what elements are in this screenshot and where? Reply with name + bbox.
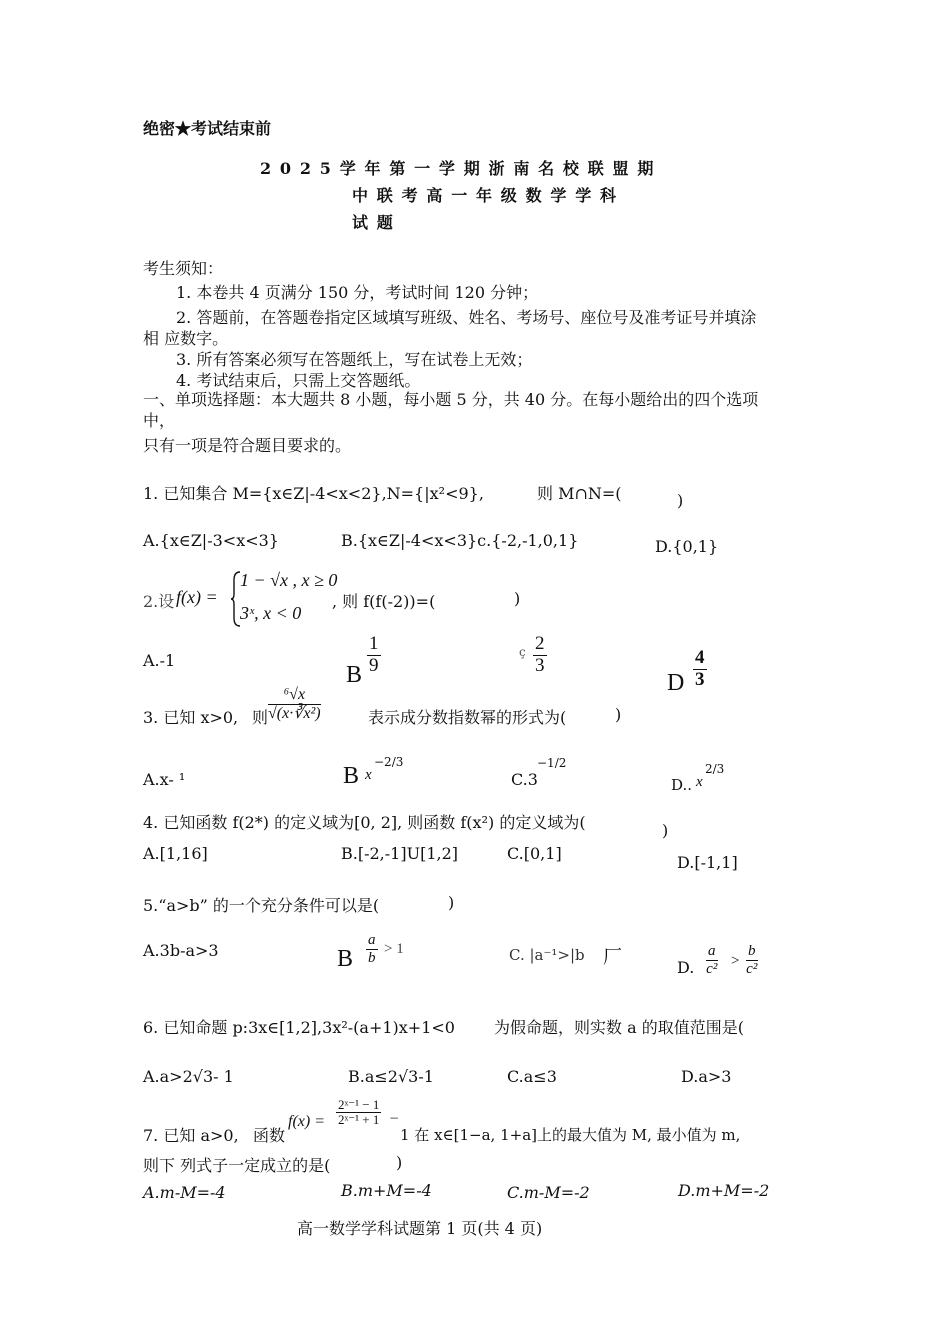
q6-rest: 为假命题，则实数 a 的取值范围是( [494,1018,744,1037]
q7-function-word: 函数 [253,1126,286,1145]
q5-option-a: A.3b-a>3 [143,941,219,960]
q1-stem: 1. 已知集合 M={x∈Z|-4<x<2},N={|x²<9}, [143,484,484,503]
q2-option-c-mark: ç [519,645,526,659]
q7-minus-sign: − [389,1111,400,1125]
page-footer: 高一数学学科试题第 1 页(共 4 页) [297,1219,543,1238]
q5-option-d-left-fraction: $\frac{a}{\text{c²}}$ [706,943,718,977]
section1-instruction-1: 一、单项选择题：本大题共 8 小题，每小题 5 分，共 40 分。在每小题给出的四个选项 [143,390,759,409]
q7-tail: 1 在 x∈[1−a, 1+a]上的最大值为 M, 最小值为 m, [400,1126,741,1144]
q3-rest: 表示成分数指数幂的形式为( [368,708,567,727]
q7-option-c: C.m-M=-2 [507,1183,590,1202]
section1-instruction-3: 只有一项是符合题目要求的。 [143,436,352,455]
q1-close: ) [677,491,684,510]
exam-title-line1: 2025学年第一学期浙南名校联盟期 [260,159,663,178]
q5-close: ) [448,893,455,912]
q6-option-a: A.a>2√3- 1 [143,1067,234,1086]
q3-option-d-exponent: 2/3 [705,762,725,776]
q1-option-bc: B.{x∈Z|-4<x<3}c.{-2,-1,0,1} [341,531,579,550]
q3-then: 则 [252,708,269,727]
q4-option-a: A.[1,16] [143,844,208,863]
notice-item-1: 1. 本卷共 4 页满分 150 分，考试时间 120 分钟； [176,283,539,302]
q3-option-c: C.3 [511,770,538,789]
q7-stem: 7. 已知 a>0, [143,1126,239,1145]
notice-item-3: 3. 所有答案必须写在答题纸上，写在试卷上无效； [176,350,533,369]
q1-ask: 则 M∩N=( [537,484,622,503]
q6-stem: 6. 已知命题 p:3x∈[1,2],3x²-(a+1)x+1<0 [143,1018,455,1037]
q5-option-b-letter: B [337,946,354,972]
q2-case-1: 1 − √x , x ≥ 0 [240,570,338,590]
q7-option-d: D.m+M=-2 [678,1181,770,1200]
q5-option-d-right-fraction: $\frac{b}{\text{c²}}$ [746,943,758,977]
q7-option-a: A.m-M=-4 [143,1183,226,1202]
q2-prefix: 2.设 [143,592,175,611]
q5-option-d-operator: > [731,953,740,969]
q6-option-b: B.a≤2√3-1 [348,1067,434,1086]
q2-fx: f(x) = [176,587,218,607]
q2-option-a: A.-1 [143,651,176,670]
q4-option-d: D.[-1,1] [677,853,738,872]
q4-option-c: C.[0,1] [507,844,562,863]
q1-option-a: A.{x∈Z|-3<x<3} [143,531,279,550]
q2-option-b-fraction: $\frac{1}{9}$ [369,633,379,676]
q2-close: ) [514,589,521,608]
q3-option-b-letter: B [343,763,360,789]
q4-stem: 4. 已知函数 f(2*) 的定义域为[0, 2], 则函数 f(x²) 的定义域为( [143,813,586,832]
q2-option-b-letter: B [346,662,363,688]
q3-option-b-exponent: −2/3 [374,755,404,769]
q2-option-d-fraction: $\frac{4}{3}$ [695,647,705,690]
confidential-mark: 绝密★考试结束前 [143,119,272,138]
q3-close: ) [615,705,622,724]
q7-line2: 则下 列式子一定成立的是( [143,1156,331,1175]
q3-option-a: A.x- ¹ [143,770,186,789]
q5-option-b-rest: > 1 [384,941,404,957]
q2-option-c-fraction: $\frac{2}{3}$ [535,633,545,676]
q5-option-c: C. |a⁻¹>|b [509,946,585,964]
q4-option-b: B.[-2,-1]U[1,2] [341,844,458,863]
q7-fraction: $\frac{\text{2ˣ⁻¹ − 1}}{\text{2ˣ⁻¹ + 1}}$ [338,1097,380,1128]
section1-instruction-2: 中， [143,411,176,430]
exam-title-line2: 中联考高一年级数学学科 [352,186,625,205]
q2-suffix: , 则 f(f(-2))=( [332,592,436,611]
q3-option-d: D.. [671,776,693,794]
notice-item-4: 4. 考试结束后，只需上交答题纸。 [176,371,421,390]
notice-item-2-cont: 相 应数字。 [143,329,229,348]
q4-close: ) [662,821,669,840]
q3-stem: 3. 已知 x>0, [143,708,239,727]
q3-radical-fraction: $\frac{\text{⁶√x}}{\text{√(x·∛x²)}}$ [268,686,321,722]
exam-title-line3: 试题 [352,213,402,232]
q3-option-c-exponent: −1/2 [537,756,567,770]
q5-option-b-fraction: $\frac{a}{b}$ [368,932,376,966]
q1-option-d: D.{0,1} [655,537,719,556]
q5-option-d: D. [677,958,695,977]
q3-option-b-expr: x [365,767,372,783]
q2-case-2: 3ˣ, x < 0 [240,603,302,623]
notice-heading: 考生须知： [143,259,224,278]
q7-close: ) [396,1153,403,1172]
q5-option-c-mark: 厂 [603,946,623,968]
q6-option-d: D.a>3 [681,1067,732,1086]
notice-item-2: 2. 答题前，在答题卷指定区域填写班级、姓名、考场号、座位号及准考证号并填涂 [176,308,757,327]
q3-option-d-expr: x [696,774,703,790]
q7-option-b: B.m+M=-4 [341,1181,432,1200]
q5-stem: 5.“a>b” 的一个充分条件可以是( [143,896,380,915]
q2-option-d-letter: D [667,670,685,696]
q6-option-c: C.a≤3 [507,1067,557,1086]
q7-fx: f(x) = [288,1113,325,1130]
